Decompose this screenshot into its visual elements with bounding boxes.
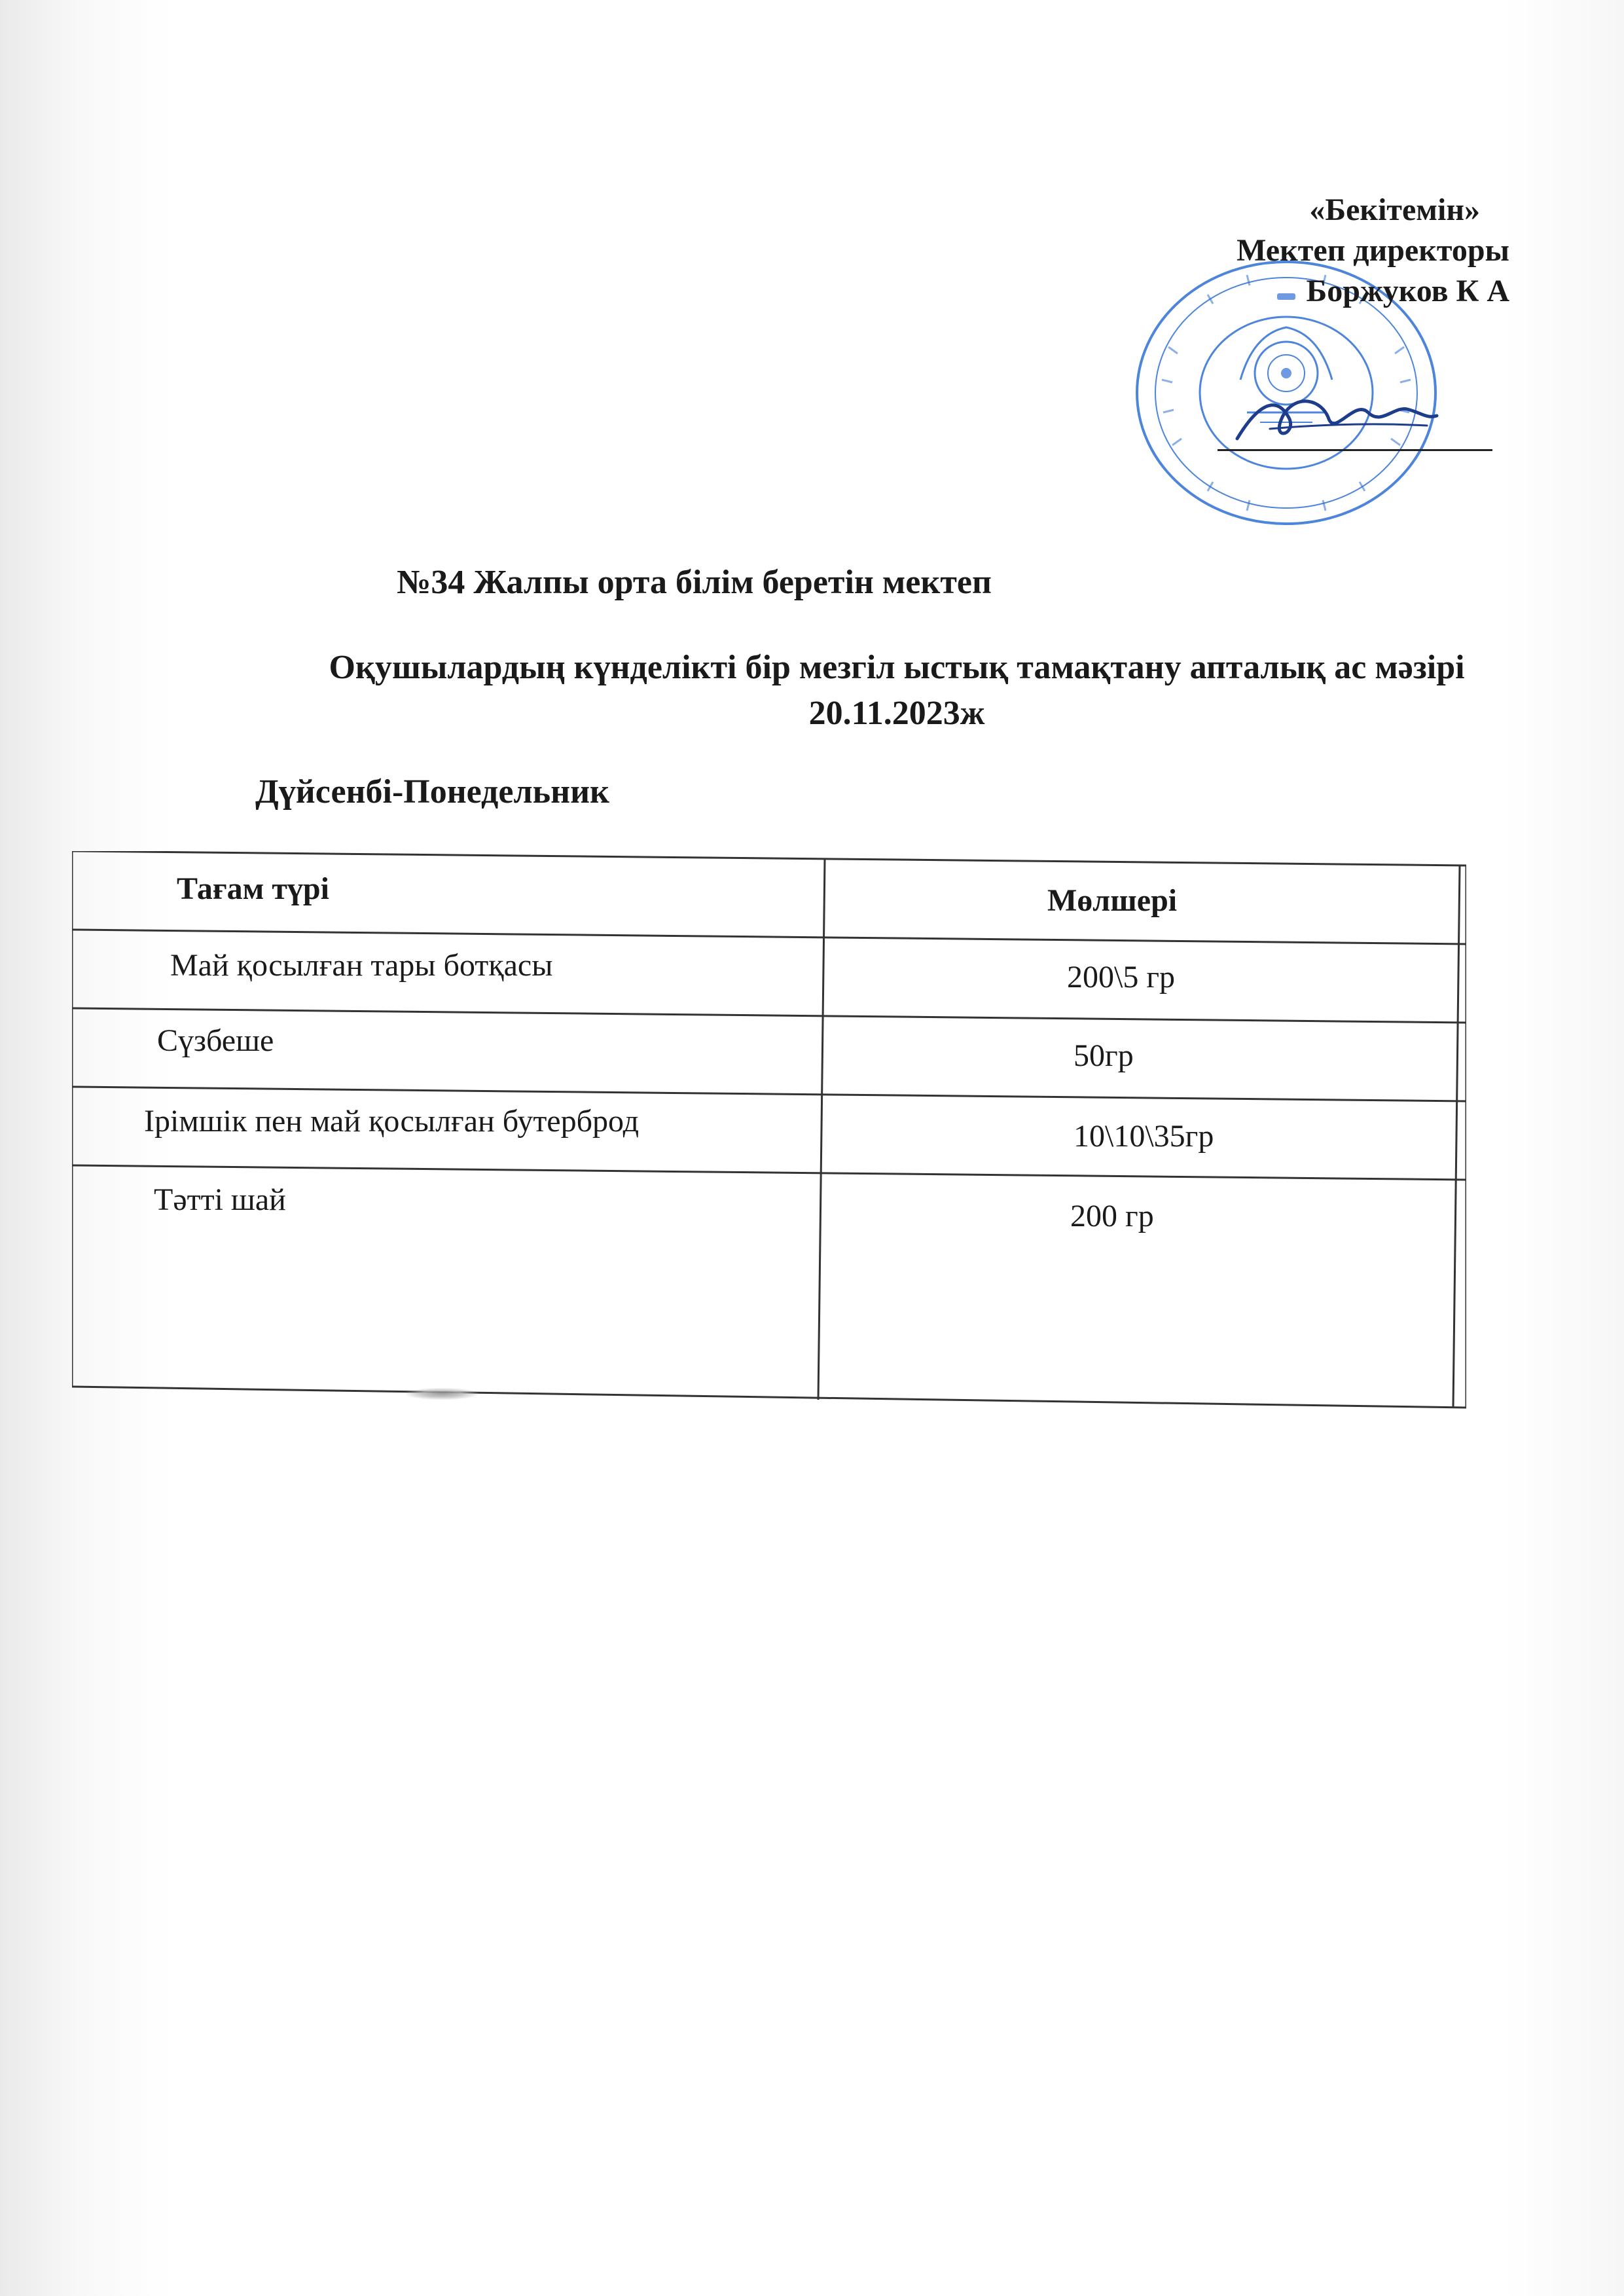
header-dish: Тағам түрі <box>177 871 329 906</box>
header-amount: Мөлшері <box>1047 883 1178 918</box>
day-label: Дүйсенбі-Понедельник <box>255 773 609 811</box>
menu-date: 20.11.2023ж <box>808 695 985 732</box>
table-row-3-amount: 10\10\35гр <box>1074 1119 1214 1154</box>
menu-title <box>249 645 1545 737</box>
table-row-2-dish: Сүзбеше <box>157 1023 274 1058</box>
table-row-4-amount: 200 гр <box>1070 1199 1154 1233</box>
school-title: №34 Жалпы орта білім беретін мектеп <box>397 564 992 601</box>
director-position: Мектеп директоры <box>1236 233 1509 268</box>
table-row-1-dish: Май қосылған тары ботқасы <box>170 948 553 983</box>
approval-title: «Бекітемін» <box>1309 192 1480 227</box>
approval-block <box>1143 190 1509 312</box>
table-row-4-dish: Тәтті шай <box>154 1182 286 1217</box>
table-row-2-amount: 50гр <box>1074 1038 1134 1073</box>
table-row-1-amount: 200\5 гр <box>1067 960 1176 994</box>
menu-table <box>72 851 1466 1414</box>
signature-line <box>1218 449 1492 451</box>
menu-title-line1: Оқушылардың күнделікті бір мезгіл ыстық тамақтану апталық ас мәзірі <box>329 649 1465 686</box>
director-signature <box>1231 380 1440 452</box>
scan-smudge <box>406 1388 478 1400</box>
table-row-3-dish: Ірімшік пен май қосылған бутерброд <box>144 1104 640 1139</box>
director-name: Боржуков К А <box>1306 274 1509 308</box>
